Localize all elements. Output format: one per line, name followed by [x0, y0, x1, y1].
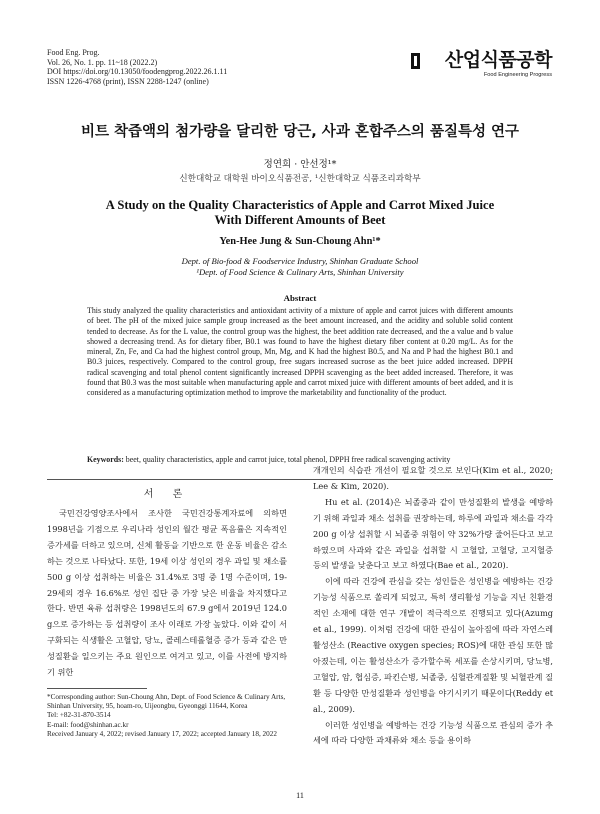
affiliation-english — [0, 256, 600, 278]
corresponding-author-footnote: *Corresponding author: Sun-Choung Ahn, Dept. of Food Science & Culinary Arts, Shinhan University, 95, hoam-ro, Uijeongbu, Gyeonggi 11644, Korea Tel: +82-31-870-3514 E-mail: food@shinhan.ac.kr Received January 4, 2022; revised January 17, 2022; accepted January 18, 2022 — [47, 693, 286, 738]
authors-english: Yen-Hee Jung & Sun-Choung Ahn¹* — [219, 236, 381, 247]
intro-paragraph-3: 이에 따라 건강에 관심을 갖는 성인들은 성인병을 예방하는 건강 기능성 식품으로 쏠리게 되었고, 특히 생리활성 기능을 지닌 친환경적인 소재에 대한 연구 개발이 적극적으로 진행되고 있다(Azumg et al., 1999). 이처럼 건강에 대한 관심이 높아짐에 따라 자연스레 활성산소 (Reactive oxygen species; ROS)에 대한 관심 또한 많아졌는데, 이는 활성산소가 증가할수록 세포를 손상시키며, 당뇨병, 고혈압, 암, 협심증, 파킨슨병, 뇌졸중, 심혈관계질환 및 뇌혈관계 질환 등 다양한 만성질환과 성인병을 야기시키기 때문이다(Reddy et al., 2009). — [313, 576, 553, 714]
keywords-label: Keywords: — [87, 455, 124, 464]
affil-en-line1: Dept. of Bio-food & Foodservice Industry, Shinhan Graduate School — [181, 256, 419, 266]
title-en-line2: With Different Amounts of Beet — [214, 212, 386, 227]
journal-doi[interactable]: DOI https://doi.org/10.13050/foodengprog.2022.26.1.11 — [47, 67, 228, 77]
authors-korean: 정연희 · 안선정¹* — [263, 159, 337, 170]
left-column — [47, 487, 287, 681]
right-column — [313, 463, 553, 749]
page-number: 11 — [296, 791, 304, 800]
footnote-rule — [47, 688, 147, 689]
journal-name: Food Eng. Prog. — [47, 48, 100, 57]
logo-title: 산업식품공학 — [444, 49, 552, 71]
affiliation-korean: 신한대학교 대학원 바이오식품전공, ¹신한대학교 식품조리과학부 — [179, 174, 421, 184]
paper-title-english — [60, 198, 540, 227]
affil-en-line2: ¹Dept. of Food Science & Culinary Arts, Shinhan University — [196, 267, 404, 277]
logo-subtitle: Food Engineering Progress — [483, 72, 552, 78]
journal-info — [47, 48, 227, 86]
section-heading-introduction: 서 론 — [143, 489, 191, 500]
title-en-line1: A Study on the Quality Characteristics of Apple and Carrot Mixed Juice — [105, 198, 495, 212]
intro-paragraph-4: 이러한 성인병을 예방하는 건강 기능성 식품으로 관심의 증가 추세에 따라 다양한 과채류와 채소 등을 용이하 — [313, 719, 553, 746]
abstract-heading: Abstract — [283, 293, 317, 303]
journal-volume: Vol. 26, No. 1. pp. 11~18 (2022.2) — [47, 57, 158, 67]
intro-paragraph-1: 국민건강영양조사에서 조사한 국민건강통계자료에 의하면 1998년을 기점으로 우리나라 성인의 월간 평균 폭음률은 지속적인 증가세를 더하고 있으며, 신체 활동을 기반으로 한 운동 비율은 감소하는 것으로 나타났다. 또한, 19세 이상 성인의 경우 과일 및 채소를 500 g 이상 섭취하는 비율은 31.4%로 3명 중 1명 수준이며, 19-29세의 경우 16.6%로 성인 집단 중 가장 낮은 비율을 차지했다고 한다. 반면 육류 섭취량은 1998년도의 67.9 g에서 2019년 124.0 g으로 증가하는 등 섭취량이 조사 이래로 가장 높았다. 이와 같이 서구화되는 식생활은 고혈압, 당뇨, 콜레스테롤혈증 증가 등과 같은 만성질환을 일으키는 주요 원인으로 여겨고 있고, 이를 사전에 방지하기 위한 — [47, 508, 287, 678]
keywords-text: beet, quality characteristics, apple and carrot juice, total phenol, DPPH free radical scavenging activity — [123, 455, 451, 464]
abstract-body: This study analyzed the quality characteristics and antioxidant activity of a mixture of apple and carrot juices with different amounts of beet. The pH of the mixed juice sample group increased as the beet amount increased, and the acidity and soluble solid content tended to decrease. As for the L value, the control group was the highest, the beet addition rate decreased, and the a value and b value showed a decreasing trend. As for dietary fiber, B0.1 was found to have the highest dietary fiber content at 0.20 mg/L. As for the mineral, Zn, Fe, and Ca had the highest control group, Mn, Mg, and K had the highest B0.5, and Na and P had the highest B0.1 and B0.3 juices, respectively. Compared to the control group, free sugars increased sucrose as the beet juice added increased. DPPH radical scavenging and total phenol content significantly increased DPPH scavenging as the beet added increased. Therefore, it was found that B0.3 was the most suitable when manufacturing apple and carrot mixed juice with different amounts of beet added, and it is considered as a manufacturing optimization method to improve the marketability and functionality of the product. — [87, 306, 513, 398]
paper-title-korean: 비트 착즙액의 첨가량을 달리한 당근, 사과 혼합주스의 품질특성 연구 — [80, 124, 520, 140]
journal-issn: ISSN 1226-4768 (print), ISSN 2288-1247 (online) — [47, 76, 209, 86]
journal-logo — [424, 50, 552, 78]
intro-paragraph-2: Hu et al. (2014)은 뇌졸중과 같이 만성질환의 발생을 예방하기 위해 과일과 채소 섭취를 권장하는데, 하루에 과일과 채소를 각각 200 g 이상 섭취할 시 뇌졸중 위험이 약 32%가량 줄어든다고 보고하였으며 사과와 같은 과일을 섭취할 시 고혈압, 고혈당, 고지혈증 등의 발생을 낮춘다고 보고 하였다(Bae et al., 2020). — [313, 496, 553, 571]
intro-paragraph-1-cont: 개개인의 식습관 개선이 필요할 것으로 보인다(Kim et al., 2020; Lee & Kim, 2020). — [313, 465, 553, 491]
logo-mark-icon — [410, 52, 424, 70]
